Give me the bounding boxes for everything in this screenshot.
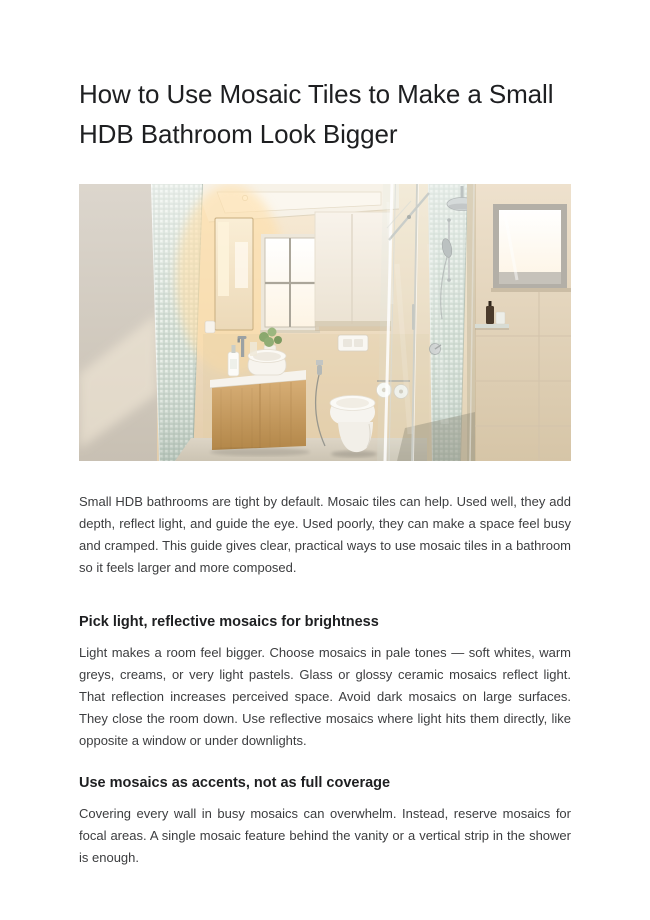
vanity bbox=[210, 370, 310, 456]
mirror bbox=[215, 218, 253, 330]
glass-jar bbox=[250, 342, 257, 356]
door-handle bbox=[412, 304, 415, 330]
window-center bbox=[260, 234, 320, 333]
flush-plate bbox=[338, 335, 368, 351]
window-sill-right bbox=[491, 288, 571, 292]
window-right bbox=[491, 204, 571, 292]
right-wall bbox=[467, 184, 571, 461]
vanity-cabinet bbox=[212, 380, 306, 450]
section-heading-brightness: Pick light, reflective mosaics for brightness bbox=[79, 614, 379, 630]
wall-cabinet bbox=[315, 212, 391, 331]
intro-paragraph: Small HDB bathrooms are tight by default. Mosaic tiles can help. Used well, they add depth, reflect light, and guide the eye. Used poorly, they can make a space feel busy and cramped. This guide gives clear, practical ways to use mosaic tiles in a bathroom so it feels larger and more composed. bbox=[79, 494, 571, 575]
section-body-accents: Covering every wall in busy mosaics can overwhelm. Instead, reserve mosaics for focal areas. A single mosaic feature behind the vanity or a vertical strip in the shower is enough. bbox=[79, 806, 571, 865]
shampoo-bottle bbox=[486, 306, 494, 324]
section-heading-accents: Use mosaics as accents, not as full coverage bbox=[79, 775, 391, 791]
bathroom-photo bbox=[79, 184, 571, 461]
section-body-brightness: Light makes a room feel bigger. Choose mosaics in pale tones — soft whites, warm greys, creams, or very light pastels. Glass or glossy ceramic mosaics reflect light. That reflection increases perceived space. Avoid dark mosaics on large surfaces. They close the room down. Use reflective mosaics where light hits them directly, like opposite a window or under downlights. bbox=[79, 645, 571, 748]
article-title: How to Use Mosaic Tiles to Make a Small HDB Bathroom Look Bigger bbox=[79, 79, 554, 149]
soap-jar bbox=[496, 312, 505, 324]
shower-glass bbox=[377, 184, 475, 461]
light-switch bbox=[205, 321, 215, 333]
hero-image bbox=[79, 184, 571, 461]
